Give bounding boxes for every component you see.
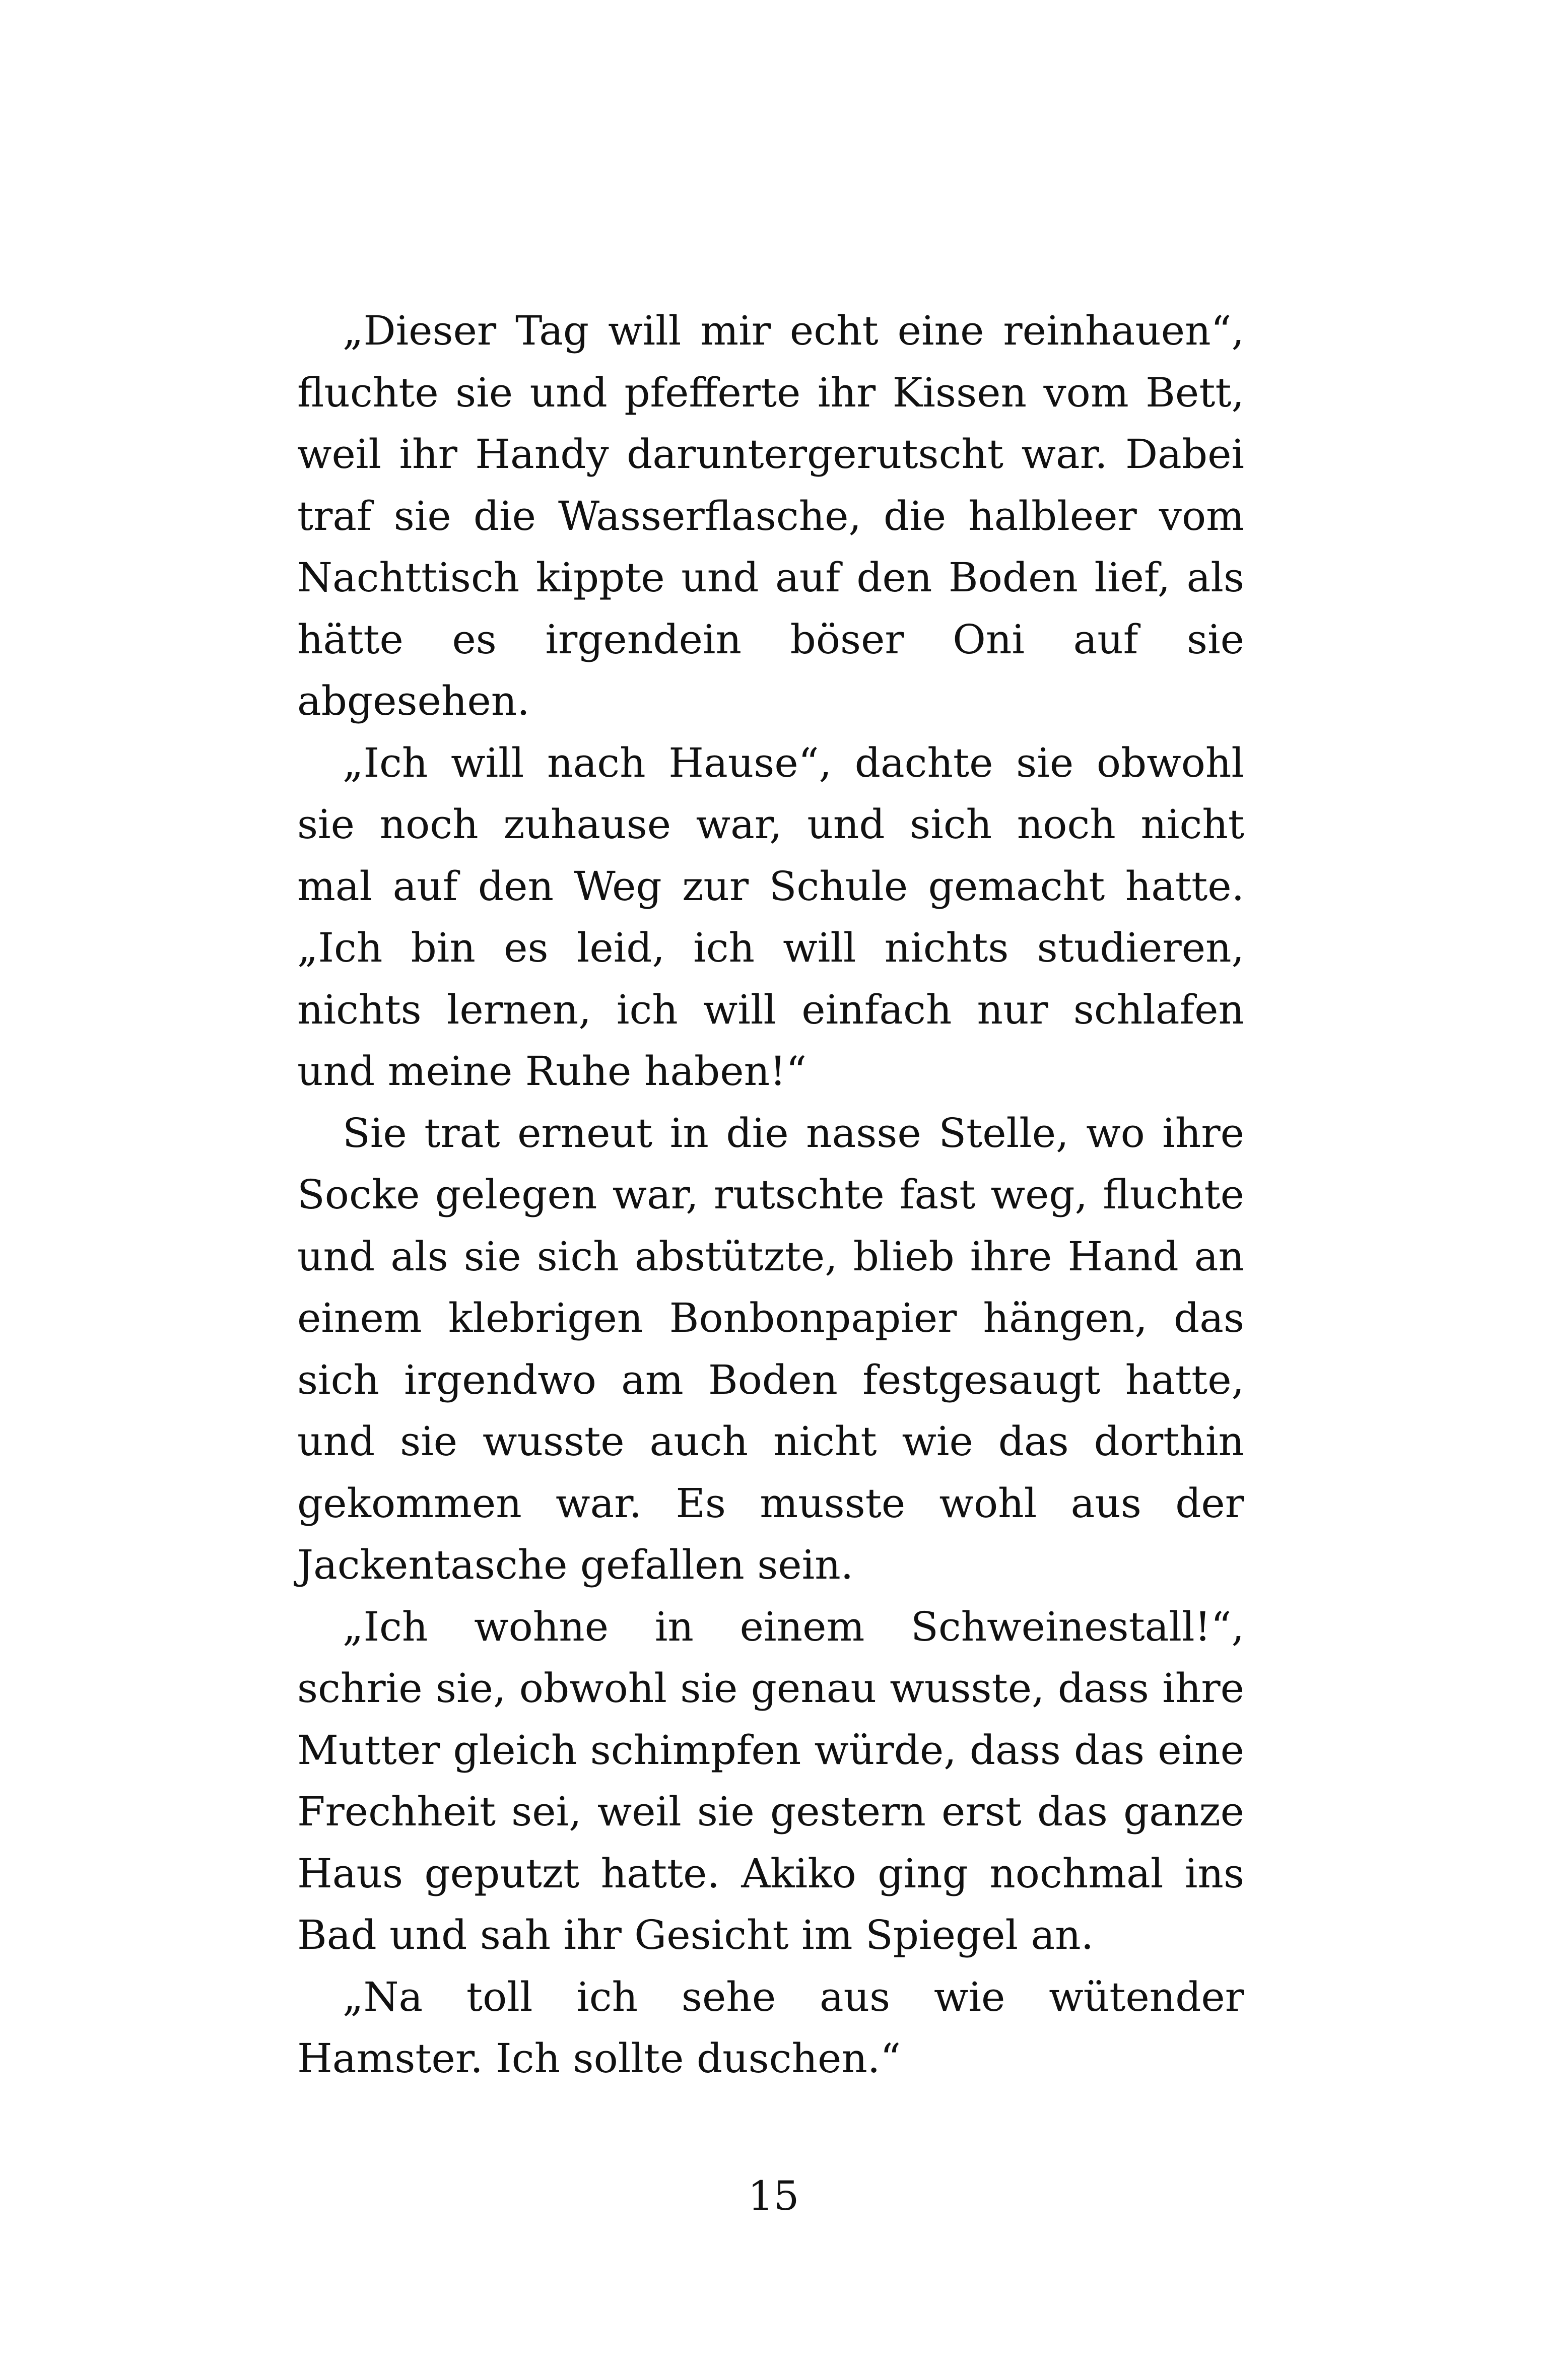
paragraph: „Na toll ich sehe aus wie wütender Hamster. Ich sollte duschen.“ — [297, 1973, 1244, 2082]
body-text — [297, 300, 1244, 2090]
paragraph: „Ich wohne in einem Schweinestall!“, schrie sie, obwohl sie genau wusste, dass ihre Mutter gleich schimpfen würde, dass das eine Frechheit sei, weil sie gestern erst das ganze Haus geputzt hatte. Akiko ging nochmal ins Bad und sah ihr Gesicht im Spiegel an. — [297, 1603, 1244, 1958]
paragraph: „Ich will nach Hause“, dachte sie obwohl sie noch zuhause war, und sich noch nicht mal auf den Weg zur Schule gemacht hatte. „Ich bin es leid, ich will nichts studieren, nichts lernen, ich will einfach nur schlafen und meine Ruhe haben!“ — [297, 739, 1244, 1095]
page-number: 15 — [748, 2172, 799, 2219]
paragraph: „Dieser Tag will mir echt eine reinhauen“, fluchte sie und pfefferte ihr Kissen vom Bett, weil ihr Handy daruntergerutscht war. Dabei traf sie die Wasserflasche, die halbleer vom Nachttisch kippte und auf den Boden lief, als hätte es irgendein böser Oni auf sie abgesehen. — [297, 307, 1244, 724]
paragraph: Sie trat erneut in die nasse Stelle, wo ihre Socke gelegen war, rutschte fast weg, fluchte und als sie sich abstützte, blieb ihre Hand an einem klebrigen Bonbonpapier hängen, das sich irgendwo am Boden festgesaugt hatte, und sie wusste auch nicht wie das dorthin gekommen war. Es musste wohl aus der Jackentasche gefallen sein. — [297, 1109, 1244, 1588]
